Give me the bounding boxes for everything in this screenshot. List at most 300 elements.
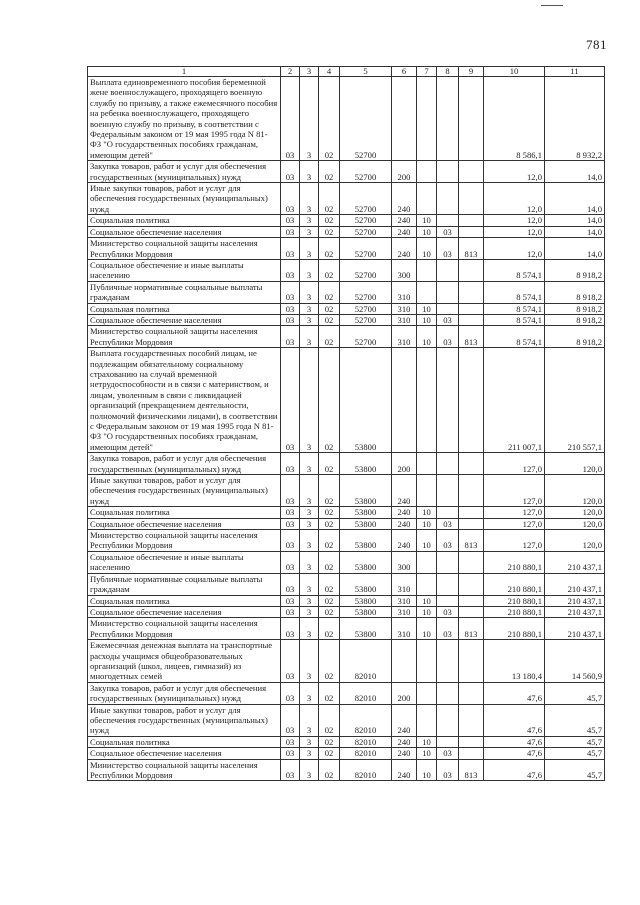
- row-description: Иные закупки товаров, работ и услуг для обеспечения государственных (муниципальных) нужд: [88, 475, 281, 507]
- code-col-4: 02: [319, 348, 340, 453]
- code-col-6: 300: [392, 551, 417, 573]
- code-col-3: 3: [300, 475, 319, 507]
- code-col-4: 02: [319, 183, 340, 215]
- code-col-9: 813: [459, 530, 484, 552]
- code-col-9: [459, 303, 484, 314]
- amount-col-10: 12,0: [484, 183, 545, 215]
- code-col-3: 3: [300, 682, 319, 704]
- row-description: Социальное обеспечение и иные выплаты населению: [88, 259, 281, 281]
- code-col-7: 10: [417, 736, 437, 747]
- row-description: Публичные нормативные социальные выплаты гражданам: [88, 281, 281, 303]
- row-description: Министерство социальной защиты населения Республики Мордовия: [88, 530, 281, 552]
- code-col-4: 02: [319, 77, 340, 161]
- code-col-4: 02: [319, 640, 340, 683]
- code-col-2: 03: [281, 161, 300, 183]
- code-col-2: 03: [281, 606, 300, 617]
- code-col-2: 03: [281, 475, 300, 507]
- code-col-8: 03: [437, 618, 459, 640]
- code-col-8: [437, 475, 459, 507]
- amount-col-10: 210 880,1: [484, 618, 545, 640]
- row-description: Социальная политика: [88, 507, 281, 518]
- code-col-6: 310: [392, 618, 417, 640]
- row-description: Социальное обеспечение населения: [88, 518, 281, 529]
- code-col-2: 03: [281, 77, 300, 161]
- amount-col-11: 14,0: [545, 161, 605, 183]
- code-col-4: 02: [319, 475, 340, 507]
- code-col-8: [437, 161, 459, 183]
- code-col-4: 02: [319, 259, 340, 281]
- amount-col-10: 12,0: [484, 215, 545, 226]
- code-col-8: 03: [437, 530, 459, 552]
- code-col-2: 03: [281, 518, 300, 529]
- code-col-9: [459, 281, 484, 303]
- table-row: [88, 759, 605, 781]
- table-row: [88, 551, 605, 573]
- amount-col-11: 14 560,9: [545, 640, 605, 683]
- row-description: Публичные нормативные социальные выплаты гражданам: [88, 573, 281, 595]
- amount-col-10: 127,0: [484, 507, 545, 518]
- code-col-4: 02: [319, 518, 340, 529]
- code-col-9: [459, 682, 484, 704]
- amount-col-11: 45,7: [545, 704, 605, 736]
- code-col-3: 3: [300, 704, 319, 736]
- code-col-3: 3: [300, 736, 319, 747]
- code-col-6: [392, 640, 417, 683]
- code-col-8: 03: [437, 238, 459, 260]
- code-col-8: 03: [437, 518, 459, 529]
- code-col-3: 3: [300, 183, 319, 215]
- code-col-3: 3: [300, 573, 319, 595]
- amount-col-11: 45,7: [545, 736, 605, 747]
- code-col-6: 240: [392, 518, 417, 529]
- amount-col-11: 210 437,1: [545, 551, 605, 573]
- code-col-5: 52700: [340, 226, 392, 237]
- code-col-3: 3: [300, 303, 319, 314]
- table-row: [88, 518, 605, 529]
- column-header: 1: [88, 67, 281, 77]
- code-col-5: 82010: [340, 704, 392, 736]
- amount-col-11: 120,0: [545, 518, 605, 529]
- code-col-4: 02: [319, 748, 340, 759]
- code-col-4: 02: [319, 326, 340, 348]
- code-col-5: 53800: [340, 507, 392, 518]
- code-col-2: 03: [281, 507, 300, 518]
- code-col-3: 3: [300, 161, 319, 183]
- code-col-9: [459, 215, 484, 226]
- amount-col-10: 210 880,1: [484, 595, 545, 606]
- code-col-6: [392, 348, 417, 453]
- amount-col-11: 210 437,1: [545, 606, 605, 617]
- column-header: 11: [545, 67, 605, 77]
- code-col-9: [459, 640, 484, 683]
- row-description: Социальное обеспечение населения: [88, 606, 281, 617]
- code-col-3: 3: [300, 326, 319, 348]
- amount-col-11: 14,0: [545, 183, 605, 215]
- table-row: [88, 573, 605, 595]
- code-col-9: [459, 348, 484, 453]
- code-col-5: 52700: [340, 314, 392, 325]
- code-col-6: 200: [392, 161, 417, 183]
- code-col-9: 813: [459, 326, 484, 348]
- amount-col-11: 210 437,1: [545, 595, 605, 606]
- row-description: Министерство социальной защиты населения Республики Мордовия: [88, 326, 281, 348]
- code-col-5: 53800: [340, 573, 392, 595]
- table-row: [88, 595, 605, 606]
- code-col-3: 3: [300, 314, 319, 325]
- code-col-5: 52700: [340, 259, 392, 281]
- code-col-2: 03: [281, 348, 300, 453]
- code-col-5: 82010: [340, 682, 392, 704]
- table-row: [88, 226, 605, 237]
- code-col-2: 03: [281, 226, 300, 237]
- table-row: [88, 453, 605, 475]
- code-col-7: 10: [417, 326, 437, 348]
- code-col-7: 10: [417, 238, 437, 260]
- budget-table: [87, 66, 605, 781]
- code-col-7: 10: [417, 748, 437, 759]
- code-col-5: 52700: [340, 183, 392, 215]
- amount-col-11: 45,7: [545, 748, 605, 759]
- code-col-8: [437, 259, 459, 281]
- code-col-5: 53800: [340, 348, 392, 453]
- code-col-8: [437, 453, 459, 475]
- code-col-4: 02: [319, 303, 340, 314]
- code-col-4: 02: [319, 682, 340, 704]
- amount-col-11: 120,0: [545, 530, 605, 552]
- amount-col-11: 14,0: [545, 238, 605, 260]
- table-row: [88, 77, 605, 161]
- code-col-9: [459, 518, 484, 529]
- amount-col-11: 8 918,2: [545, 314, 605, 325]
- amount-col-10: 12,0: [484, 161, 545, 183]
- code-col-7: [417, 573, 437, 595]
- code-col-6: 200: [392, 682, 417, 704]
- code-col-4: 02: [319, 314, 340, 325]
- table-row: [88, 326, 605, 348]
- code-col-8: [437, 215, 459, 226]
- code-col-3: 3: [300, 748, 319, 759]
- table-row: [88, 303, 605, 314]
- code-col-8: [437, 595, 459, 606]
- column-header: 4: [319, 67, 340, 77]
- amount-col-10: 8 586,1: [484, 77, 545, 161]
- code-col-7: [417, 161, 437, 183]
- code-col-6: 310: [392, 326, 417, 348]
- code-col-6: 310: [392, 573, 417, 595]
- code-col-3: 3: [300, 215, 319, 226]
- code-col-2: 03: [281, 618, 300, 640]
- table-row: [88, 682, 605, 704]
- code-col-5: 52700: [340, 215, 392, 226]
- code-col-5: 52700: [340, 77, 392, 161]
- code-col-7: [417, 640, 437, 683]
- code-col-5: 53800: [340, 518, 392, 529]
- code-col-7: 10: [417, 530, 437, 552]
- code-col-8: [437, 573, 459, 595]
- code-col-2: 03: [281, 303, 300, 314]
- code-col-7: 10: [417, 507, 437, 518]
- code-col-3: 3: [300, 530, 319, 552]
- amount-col-10: 211 007,1: [484, 348, 545, 453]
- code-col-8: [437, 183, 459, 215]
- amount-col-11: 120,0: [545, 453, 605, 475]
- code-col-3: 3: [300, 551, 319, 573]
- code-col-9: [459, 77, 484, 161]
- code-col-5: 53800: [340, 551, 392, 573]
- row-description: Социальное обеспечение населения: [88, 748, 281, 759]
- amount-col-11: 210 437,1: [545, 573, 605, 595]
- amount-col-11: 210 437,1: [545, 618, 605, 640]
- code-col-3: 3: [300, 226, 319, 237]
- code-col-4: 02: [319, 161, 340, 183]
- code-col-8: [437, 682, 459, 704]
- code-col-4: 02: [319, 453, 340, 475]
- code-col-9: [459, 259, 484, 281]
- code-col-6: 240: [392, 507, 417, 518]
- code-col-7: 10: [417, 595, 437, 606]
- amount-col-10: 47,6: [484, 682, 545, 704]
- amount-col-11: 120,0: [545, 507, 605, 518]
- amount-col-10: 13 180,4: [484, 640, 545, 683]
- code-col-6: 240: [392, 215, 417, 226]
- code-col-7: [417, 281, 437, 303]
- code-col-9: 813: [459, 238, 484, 260]
- code-col-7: 10: [417, 303, 437, 314]
- code-col-7: [417, 77, 437, 161]
- table-row: [88, 606, 605, 617]
- code-col-7: 10: [417, 226, 437, 237]
- code-col-8: [437, 736, 459, 747]
- amount-col-10: 47,6: [484, 704, 545, 736]
- code-col-7: 10: [417, 215, 437, 226]
- table-row: [88, 530, 605, 552]
- row-description: Социальная политика: [88, 215, 281, 226]
- code-col-5: 82010: [340, 736, 392, 747]
- code-col-7: [417, 259, 437, 281]
- code-col-6: 240: [392, 183, 417, 215]
- amount-col-10: 47,6: [484, 736, 545, 747]
- row-description: Закупка товаров, работ и услуг для обеспечения государственных (муниципальных) нужд: [88, 453, 281, 475]
- table-row: [88, 281, 605, 303]
- amount-col-10: 8 574,1: [484, 314, 545, 325]
- code-col-8: [437, 281, 459, 303]
- code-col-4: 02: [319, 551, 340, 573]
- amount-col-10: 127,0: [484, 530, 545, 552]
- code-col-6: 240: [392, 748, 417, 759]
- code-col-9: [459, 606, 484, 617]
- code-col-8: [437, 77, 459, 161]
- code-col-8: 03: [437, 606, 459, 617]
- column-header: 7: [417, 67, 437, 77]
- table-body: [88, 67, 605, 781]
- row-description: Закупка товаров, работ и услуг для обеспечения государственных (муниципальных) нужд: [88, 682, 281, 704]
- code-col-9: [459, 551, 484, 573]
- table-row: [88, 640, 605, 683]
- code-col-8: [437, 551, 459, 573]
- code-col-2: 03: [281, 595, 300, 606]
- code-col-4: 02: [319, 618, 340, 640]
- code-col-6: 240: [392, 475, 417, 507]
- amount-col-10: 8 574,1: [484, 281, 545, 303]
- code-col-3: 3: [300, 348, 319, 453]
- code-col-6: 310: [392, 281, 417, 303]
- amount-col-11: 14,0: [545, 226, 605, 237]
- code-col-2: 03: [281, 281, 300, 303]
- amount-col-10: 12,0: [484, 238, 545, 260]
- code-col-3: 3: [300, 759, 319, 781]
- code-col-2: 03: [281, 453, 300, 475]
- code-col-9: [459, 595, 484, 606]
- code-col-4: 02: [319, 573, 340, 595]
- code-col-7: 10: [417, 759, 437, 781]
- table-row: [88, 704, 605, 736]
- code-col-2: 03: [281, 759, 300, 781]
- code-col-7: 10: [417, 606, 437, 617]
- column-header: 3: [300, 67, 319, 77]
- amount-col-10: 127,0: [484, 518, 545, 529]
- code-col-8: 03: [437, 759, 459, 781]
- code-col-8: 03: [437, 748, 459, 759]
- table-row: [88, 736, 605, 747]
- code-col-5: 53800: [340, 606, 392, 617]
- code-col-7: [417, 682, 437, 704]
- code-col-3: 3: [300, 640, 319, 683]
- amount-col-11: 8 918,2: [545, 326, 605, 348]
- code-col-3: 3: [300, 77, 319, 161]
- row-description: Закупка товаров, работ и услуг для обеспечения государственных (муниципальных) нужд: [88, 161, 281, 183]
- code-col-2: 03: [281, 704, 300, 736]
- amount-col-11: 8 918,2: [545, 303, 605, 314]
- table-row: [88, 748, 605, 759]
- code-col-6: [392, 77, 417, 161]
- code-col-9: [459, 226, 484, 237]
- code-col-3: 3: [300, 259, 319, 281]
- amount-col-10: 210 880,1: [484, 573, 545, 595]
- code-col-5: 52700: [340, 303, 392, 314]
- code-col-6: 200: [392, 453, 417, 475]
- code-col-4: 02: [319, 281, 340, 303]
- code-col-4: 02: [319, 595, 340, 606]
- amount-col-10: 8 574,1: [484, 259, 545, 281]
- code-col-3: 3: [300, 281, 319, 303]
- code-col-8: [437, 348, 459, 453]
- table-row: [88, 238, 605, 260]
- code-col-5: 52700: [340, 326, 392, 348]
- code-col-5: 53800: [340, 530, 392, 552]
- code-col-8: 03: [437, 226, 459, 237]
- header-row: [88, 67, 605, 77]
- code-col-5: 82010: [340, 748, 392, 759]
- code-col-6: 310: [392, 314, 417, 325]
- code-col-7: [417, 348, 437, 453]
- code-col-4: 02: [319, 736, 340, 747]
- amount-col-11: 120,0: [545, 475, 605, 507]
- code-col-2: 03: [281, 530, 300, 552]
- code-col-9: [459, 453, 484, 475]
- code-col-2: 03: [281, 215, 300, 226]
- code-col-3: 3: [300, 453, 319, 475]
- code-col-6: 300: [392, 259, 417, 281]
- amount-col-10: 12,0: [484, 226, 545, 237]
- row-description: Социальная политика: [88, 595, 281, 606]
- table-row: [88, 215, 605, 226]
- code-col-6: 240: [392, 226, 417, 237]
- code-col-4: 02: [319, 704, 340, 736]
- code-col-6: 240: [392, 736, 417, 747]
- code-col-2: 03: [281, 551, 300, 573]
- table-row: [88, 507, 605, 518]
- code-col-8: [437, 303, 459, 314]
- row-description: Министерство социальной защиты населения Республики Мордовия: [88, 759, 281, 781]
- code-col-2: 03: [281, 326, 300, 348]
- amount-col-11: 8 918,2: [545, 259, 605, 281]
- amount-col-11: 210 557,1: [545, 348, 605, 453]
- code-col-2: 03: [281, 748, 300, 759]
- code-col-4: 02: [319, 215, 340, 226]
- row-description: Социальное обеспечение населения: [88, 226, 281, 237]
- row-description: Выплата единовременного пособия беременной жене военнослужащего, проходящего военную службу по призыву, а также ежемесячного пособия на ребенка военнослужащего, проходящего военную службу по призыву, в соответствии с Федеральным законом от 19 мая 1995 года N 81-ФЗ "О государственных пособиях гражданам, имеющим детей": [88, 77, 281, 161]
- code-col-6: 240: [392, 759, 417, 781]
- row-description: Министерство социальной защиты населения Республики Мордовия: [88, 618, 281, 640]
- code-col-6: 310: [392, 606, 417, 617]
- amount-col-10: 127,0: [484, 453, 545, 475]
- code-col-7: 10: [417, 518, 437, 529]
- code-col-5: 53800: [340, 595, 392, 606]
- amount-col-10: 127,0: [484, 475, 545, 507]
- code-col-8: [437, 704, 459, 736]
- row-description: Иные закупки товаров, работ и услуг для обеспечения государственных (муниципальных) нужд: [88, 704, 281, 736]
- column-header: 10: [484, 67, 545, 77]
- amount-col-10: 47,6: [484, 759, 545, 781]
- amount-col-10: 210 880,1: [484, 551, 545, 573]
- code-col-4: 02: [319, 606, 340, 617]
- row-description: Социальное обеспечение и иные выплаты населению: [88, 551, 281, 573]
- code-col-2: 03: [281, 259, 300, 281]
- code-col-3: 3: [300, 595, 319, 606]
- code-col-2: 03: [281, 573, 300, 595]
- code-col-5: 52700: [340, 238, 392, 260]
- amount-col-11: 8 932,2: [545, 77, 605, 161]
- column-header: 2: [281, 67, 300, 77]
- row-description: Выплата государственных пособий лицам, не подлежащим обязательному социальному страхованию на случай временной нетрудоспособности и в связи с материнством, и лицам, уволенным в связи с ликвидацией организаций (прекращением деятельности, полномочий физическими лицами), в соответствии с Федеральным законом от 19 мая 1995 года N 81-ФЗ "О государственных пособиях гражданам, имеющим детей": [88, 348, 281, 453]
- code-col-2: 03: [281, 682, 300, 704]
- amount-col-10: 210 880,1: [484, 606, 545, 617]
- amount-col-11: 14,0: [545, 215, 605, 226]
- table-row: [88, 314, 605, 325]
- row-description: Иные закупки товаров, работ и услуг для обеспечения государственных (муниципальных) нужд: [88, 183, 281, 215]
- table-row: [88, 475, 605, 507]
- table-row: [88, 348, 605, 453]
- row-description: Министерство социальной защиты населения Республики Мордовия: [88, 238, 281, 260]
- column-header: 8: [437, 67, 459, 77]
- code-col-5: 82010: [340, 640, 392, 683]
- code-col-5: 82010: [340, 759, 392, 781]
- code-col-9: [459, 736, 484, 747]
- code-col-9: [459, 314, 484, 325]
- code-col-3: 3: [300, 507, 319, 518]
- code-col-9: [459, 704, 484, 736]
- code-col-7: [417, 183, 437, 215]
- code-col-8: 03: [437, 326, 459, 348]
- code-col-7: [417, 551, 437, 573]
- code-col-8: 03: [437, 314, 459, 325]
- code-col-4: 02: [319, 530, 340, 552]
- code-col-8: [437, 507, 459, 518]
- code-col-6: 240: [392, 238, 417, 260]
- page-number: 781: [586, 37, 607, 52]
- code-col-5: 53800: [340, 618, 392, 640]
- table-row: [88, 161, 605, 183]
